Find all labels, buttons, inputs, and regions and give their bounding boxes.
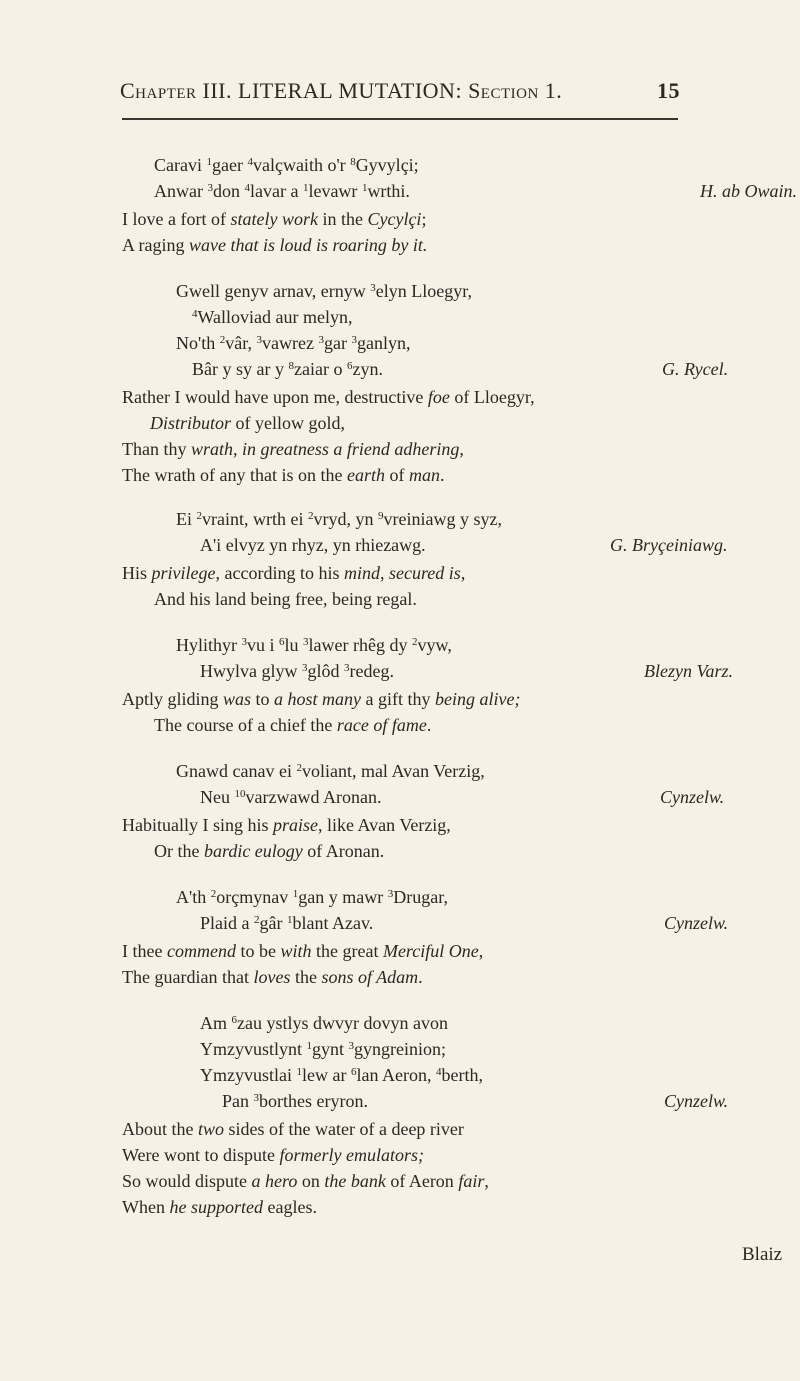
line-text: I thee [122,941,167,961]
italic-text: praise [273,815,318,835]
line-text: Drugar, [393,887,448,907]
line-text: Or the [154,841,204,861]
line-text: . [439,465,445,485]
mutation-superscript: 3 [344,662,350,674]
line-text: Pan [222,1091,254,1111]
english-translation-line [122,208,426,230]
mutation-superscript: 1 [292,888,299,900]
english-translation-line [122,464,444,486]
welsh-verse-line [176,886,448,908]
line-text: A raging [122,235,189,255]
welsh-verse-line [192,358,383,380]
line-text: Were wont to dispute [122,1145,280,1165]
mutation-superscript: 1 [302,182,309,194]
italic-text: was [223,689,252,709]
line-text: lan Aeron, [356,1065,436,1085]
mutation-superscript: 4 [247,156,253,168]
line-text: levawr [308,181,362,201]
line-text: varzwawd Aronan. [245,787,382,807]
line-text: to [251,689,275,709]
english-translation-line [122,1170,489,1192]
italic-text: wrath [191,439,234,459]
line-text: wrthi. [367,181,410,201]
line-text: A'th [176,887,211,907]
mutation-superscript: 6 [350,1066,357,1078]
english-translation-line [122,1144,424,1166]
line-text: vreiniawg y syz, [383,509,502,529]
line-text: , [233,439,243,459]
line-text: orçmynav [216,887,293,907]
line-text: I love a fort of [122,209,231,229]
mutation-superscript: 3 [207,182,213,194]
mutation-superscript: 8 [288,360,294,372]
line-text: vryd, yn [313,509,378,529]
line-text: voliant, mal Avan Verzig, [301,761,485,781]
italic-text: being alive; [435,689,521,709]
italic-text: commend [166,941,236,961]
line-text: Walloviad aur melyn, [197,307,353,327]
mutation-superscript: 1 [286,914,293,926]
line-text: vu i [247,635,280,655]
line-text: Than thy [122,439,191,459]
mutation-superscript: 4 [192,308,198,320]
line-text: gâr [259,913,287,933]
mutation-superscript: 6 [279,636,285,648]
line-text: zau ystlys dwvyr dovyn avon [237,1013,448,1033]
mutation-superscript: 3 [370,282,376,294]
line-text: ganlyn, [356,333,411,353]
mutation-superscript: 1 [361,182,368,194]
line-text: About the [122,1119,198,1139]
line-text: ; [421,209,427,229]
italic-text: he supported [169,1197,263,1217]
line-text: of Aronan. [302,841,385,861]
italic-text: wave that is loud is roaring by it. [189,235,428,255]
italic-text: stately work [230,209,318,229]
line-text: , [478,941,484,961]
line-text: . [418,967,423,987]
welsh-verse-line [200,660,394,682]
line-text: And his land being free, being regal. [154,589,417,609]
line-text: borthes eryron. [259,1091,368,1111]
line-text: glôd [307,661,345,681]
line-text: , like Avan Verzig, [318,815,451,835]
italic-text: two [198,1119,225,1139]
welsh-verse-line [176,634,452,656]
mutation-superscript: 1 [306,1040,312,1052]
mutation-superscript: 2 [254,914,260,926]
english-translation-line [122,940,483,962]
italic-text: race of fame [336,715,427,735]
header-rule [122,118,678,120]
italic-text: the bank [324,1171,386,1191]
english-translation-line [154,714,431,736]
italic-text: fair [458,1171,485,1191]
line-text: No'th [176,333,220,353]
line-text: a gift thy [361,689,436,709]
line-text: berth, [441,1065,483,1085]
line-text: of [384,465,409,485]
welsh-verse-line [176,760,485,782]
line-text: vawrez [262,333,319,353]
line-text: sides of the water of a deep river [224,1119,464,1139]
line-text: Rather I would have upon me, destructive [122,387,428,407]
mutation-superscript: 4 [244,182,250,194]
italic-text: a hero [251,1171,298,1191]
poet-attribution: Blezyn Varz. [644,661,733,681]
line-text: Ymzyvustlai [200,1065,297,1085]
mutation-superscript: 3 [387,888,394,900]
running-title [120,78,562,104]
welsh-verse-line [176,332,410,354]
line-text: vyw, [417,635,452,655]
english-translation-line [150,412,345,434]
italic-text: in greatness a friend adhering [242,439,460,459]
line-text: Ymzyvustlynt [200,1039,307,1059]
english-translation-line [122,688,521,710]
line-text: lawer rhêg dy [308,635,412,655]
italic-text: privilege [151,563,216,583]
italic-text: Distributor [150,413,232,433]
italic-text: a host many [274,689,362,709]
italic-text: Merciful One [382,941,479,961]
poet-attribution: Cynzelw. [660,787,725,807]
line-text: Ei [176,509,197,529]
mutation-superscript: 2 [307,510,314,522]
mutation-superscript: 6 [346,360,353,372]
italic-text: formerly emulators; [279,1145,425,1165]
line-text: elyn Lloegyr, [375,281,473,301]
line-text: of Lloegyr, [449,387,535,407]
english-translation-line [122,438,464,460]
line-text: lavar a [249,181,303,201]
line-text: valçwaith o'r [252,155,351,175]
mutation-superscript: 3 [241,636,247,648]
line-text: zaiar o [293,359,347,379]
italic-text: loves [253,967,291,987]
line-text: don [212,181,245,201]
italic-text: bardic eulogy [203,841,303,861]
welsh-verse-line [200,912,373,934]
mutation-superscript: 3 [256,334,263,346]
line-text: , [460,563,466,583]
line-text: vâr, [225,333,257,353]
line-text: The guardian that [122,967,254,987]
mutation-superscript: 8 [350,156,356,168]
line-text: Hylithyr [176,635,242,655]
line-text: , [379,563,389,583]
line-text: Plaid a [200,913,254,933]
italic-text: sons of Adam [321,967,419,987]
line-text: of Aeron [385,1171,459,1191]
line-text: on [297,1171,325,1191]
line-text: lu [284,635,304,655]
line-text: Am [200,1013,232,1033]
english-translation-line [154,588,417,610]
line-text: Caravi [154,155,207,175]
line-text: gar [323,333,352,353]
line-text: vraint, wrth ei [202,509,308,529]
line-text: to be [235,941,281,961]
mutation-superscript: 2 [219,334,226,346]
section-number: 1. [544,78,563,103]
english-translation-line [122,814,451,836]
mutation-superscript: 1 [296,1066,302,1078]
chapter-label: Chapter III. [120,78,232,103]
english-translation-line [122,562,465,584]
welsh-verse-line [200,786,381,808]
welsh-verse-line [176,508,502,530]
english-translation-line [122,386,535,408]
english-translation-line [122,234,427,256]
mutation-superscript: 2 [412,636,418,648]
poet-attribution: Cynzelw. [664,913,729,933]
poet-attribution: G. Rycel. [662,359,729,379]
poet-attribution: Cynzelw. [664,1091,729,1111]
line-text: Bâr y sy ar y [192,359,289,379]
italic-text: Cycylçi [367,209,422,229]
line-text: blant Azav. [292,913,374,933]
line-text: So would dispute [122,1171,252,1191]
italic-text: man [408,465,440,485]
welsh-verse-line [192,306,353,328]
mutation-superscript: 9 [377,510,384,522]
welsh-verse-line [154,180,410,202]
mutation-superscript: 3 [303,636,309,648]
italic-text: secured is [388,563,461,583]
line-text: When [122,1197,170,1217]
welsh-verse-line [200,1064,483,1086]
line-text: of yellow gold, [231,413,346,433]
line-text: lew ar [302,1065,351,1085]
section-label: Section [468,78,539,103]
mutation-superscript: 4 [435,1066,442,1078]
mutation-superscript: 3 [302,662,308,674]
line-text: A'i elvyz yn rhyz, yn rhiezawg. [200,535,426,555]
mutation-superscript: 2 [196,510,202,522]
section-title: LITERAL MUTATION: [238,78,463,103]
welsh-verse-line [200,1012,448,1034]
line-text: , [459,439,464,459]
italic-text: mind [343,563,380,583]
italic-text: with [280,941,312,961]
mutation-superscript: 3 [253,1092,259,1104]
line-text: in the [317,209,368,229]
line-text: Hwylva glyw [200,661,302,681]
line-text: gaer [211,155,248,175]
welsh-verse-line [200,1038,446,1060]
line-text: Gyvylçi; [355,155,419,175]
welsh-verse-line [200,534,426,556]
mutation-superscript: 10 [234,788,246,800]
english-translation-line [154,840,384,862]
line-text: the [290,967,322,987]
line-text: His [122,563,152,583]
line-text: the great [311,941,383,961]
line-text: Habitually I sing his [122,815,273,835]
line-text: eagles. [262,1197,317,1217]
poet-attribution: H. ab Owain. [700,181,798,201]
mutation-superscript: 6 [231,1014,237,1026]
mutation-superscript: 2 [296,762,302,774]
line-text: gyngreinion; [354,1039,447,1059]
line-text: , [484,1171,489,1191]
page-number: 15 [657,78,680,103]
welsh-verse-line [176,280,472,302]
line-text: gan y mawr [298,887,388,907]
mutation-superscript: 2 [210,888,217,900]
mutation-superscript: 1 [206,156,212,168]
line-text: , according to his [215,563,344,583]
mutation-superscript: 3 [351,334,357,346]
line-text: The course of a chief the [154,715,337,735]
catchword: Blaiz [742,1244,783,1265]
mutation-superscript: 3 [348,1040,355,1052]
welsh-verse-line [154,154,419,176]
line-text: Gwell genyv arnav, ernyw [176,281,371,301]
english-translation-line [122,1118,464,1140]
line-text: The wrath of any that is on the [122,465,347,485]
line-text: gynt [312,1039,349,1059]
line-text: Gnawd canav ei [176,761,297,781]
poet-attribution: G. Bryçeiniawg. [610,535,728,555]
line-text: Aptly gliding [122,689,224,709]
line-text: . [426,715,432,735]
english-translation-line [122,1196,317,1218]
line-text: Neu [200,787,235,807]
line-text: redeg. [349,661,394,681]
line-text: zyn. [352,359,383,379]
welsh-verse-line [222,1090,368,1112]
mutation-superscript: 3 [318,334,324,346]
english-translation-line [122,966,423,988]
line-text: Anwar [154,181,208,201]
italic-text: foe [427,387,450,407]
italic-text: earth [346,465,385,485]
